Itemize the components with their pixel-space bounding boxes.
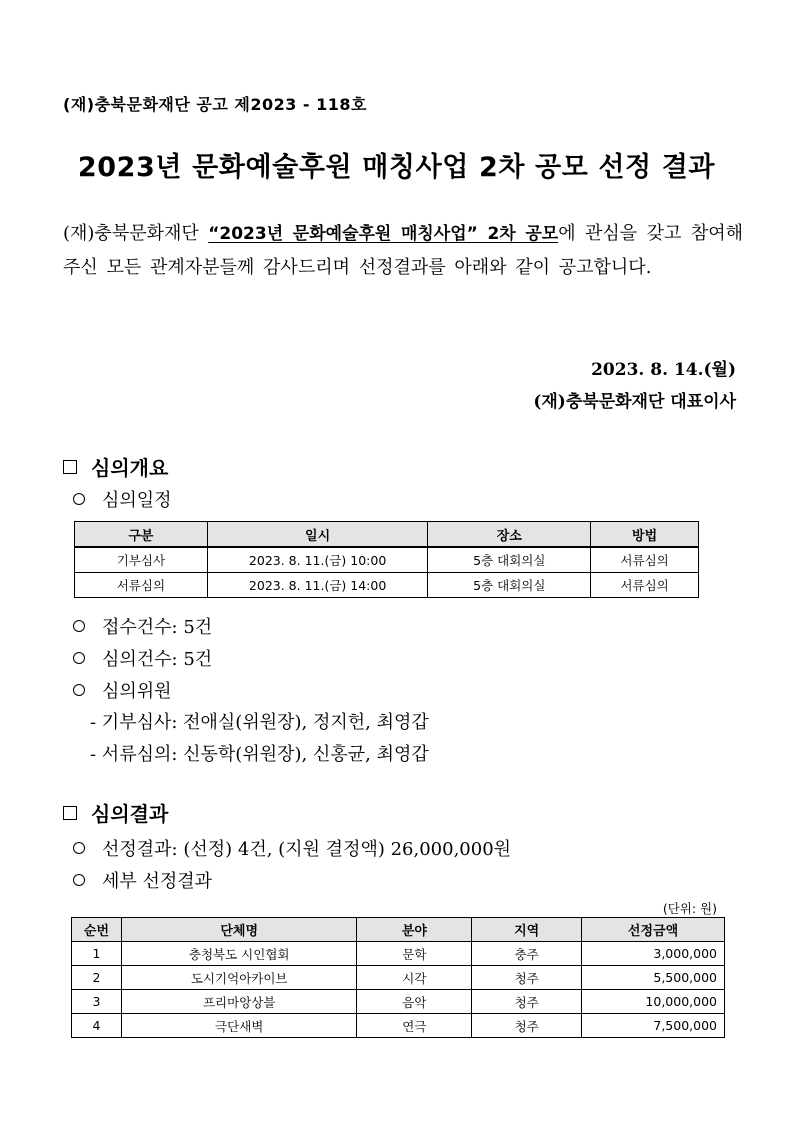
table-cell: 청주: [472, 990, 582, 1014]
results-summary-row: [73, 835, 511, 861]
reviewed-count: 심의건수: 5건: [102, 649, 213, 670]
table-cell: 3: [72, 990, 122, 1014]
table-cell: 프리마앙상블: [121, 990, 357, 1014]
table-cell: 도시기억아카이브: [121, 966, 357, 990]
detail-label: 세부 선정결과: [102, 871, 213, 892]
table-header-cell: 장소: [428, 522, 591, 548]
section-review-results: [63, 798, 168, 827]
table-header-row: [75, 522, 699, 548]
table-cell: 연극: [357, 1014, 472, 1038]
results-table: [71, 917, 725, 1038]
table-header-cell: 방법: [591, 522, 699, 548]
committee-label: 심의위원: [102, 681, 172, 702]
notice-date: 2023. 8. 14.(월): [591, 360, 736, 380]
circle-bullet-icon: [73, 684, 85, 696]
intro-suffix: 에 관심을 갖고 참여해주신 모든 관계자분들께 감사드리며 선정결과를 아래와 같이 공고합니다.: [63, 223, 744, 278]
table-row: [72, 1014, 725, 1038]
table-cell: 기부심사: [75, 547, 208, 573]
table-header-cell: 분야: [357, 918, 472, 942]
table-cell: 10,000,000: [582, 990, 725, 1014]
table-cell: 음악: [357, 990, 472, 1014]
table-row: [75, 573, 699, 598]
notice-number: (재)충북문화재단 공고 제2023 - 118호: [63, 95, 367, 114]
table-row: [72, 990, 725, 1014]
circle-bullet-icon: [73, 874, 85, 886]
schedule-label: 심의일정: [102, 490, 172, 511]
section-review-overview: [63, 452, 168, 481]
table-cell: 충주: [472, 942, 582, 966]
circle-bullet-icon: [73, 652, 85, 664]
table-cell: 1: [72, 942, 122, 966]
detail-label-row: [73, 867, 212, 893]
table-header-cell: 구분: [75, 522, 208, 548]
table-cell: 2023. 8. 11.(금) 14:00: [207, 573, 428, 598]
schedule-table: [74, 521, 699, 598]
issuer: (재)충북문화재단 대표이사: [533, 392, 736, 412]
committee-document-review: - 서류심의: 신동학(위원장), 신홍균, 최영갑: [90, 744, 429, 765]
table-cell: 서류심의: [591, 547, 699, 573]
table-row: [75, 547, 699, 573]
page-title: 2023년 문화예술후원 매칭사업 2차 공모 선정 결과: [77, 152, 716, 183]
received-count-row: [73, 613, 212, 639]
circle-bullet-icon: [73, 493, 85, 505]
table-cell: 5층 대회의실: [428, 573, 591, 598]
circle-bullet-icon: [73, 620, 85, 632]
table-header-cell: 지역: [472, 918, 582, 942]
table-header-cell: 순번: [72, 918, 122, 942]
table-header-cell: 단체명: [121, 918, 357, 942]
unit-note: (단위: 원): [662, 901, 717, 916]
table-cell: 시각: [357, 966, 472, 990]
table-cell: 5층 대회의실: [428, 547, 591, 573]
circle-bullet-icon: [73, 842, 85, 854]
received-count: 접수건수: 5건: [102, 617, 213, 638]
table-cell: 문학: [357, 942, 472, 966]
table-cell: 서류심의: [75, 573, 208, 598]
table-cell: 2: [72, 966, 122, 990]
table-header-cell: 일시: [207, 522, 428, 548]
table-cell: 청주: [472, 966, 582, 990]
results-summary: 선정결과: (선정) 4건, (지원 결정액) 26,000,000원: [102, 839, 512, 860]
table-cell: 청주: [472, 1014, 582, 1038]
square-bullet-icon: [63, 806, 77, 820]
table-header-row: [72, 918, 725, 942]
table-row: [72, 966, 725, 990]
table-row: [72, 942, 725, 966]
table-cell: 4: [72, 1014, 122, 1038]
section-heading: 심의결과: [91, 802, 169, 826]
schedule-label-row: [73, 486, 172, 512]
intro-highlight: “2023년 문화예술후원 매칭사업” 2차 공모: [208, 224, 559, 244]
table-cell: 극단새벽: [121, 1014, 357, 1038]
square-bullet-icon: [63, 460, 77, 474]
table-cell: 5,500,000: [582, 966, 725, 990]
committee-label-row: [73, 677, 172, 703]
table-cell: 서류심의: [591, 573, 699, 598]
table-cell: 2023. 8. 11.(금) 10:00: [207, 547, 428, 573]
intro-prefix: (재)충북문화재단: [63, 223, 209, 244]
table-header-cell: 선정금액: [582, 918, 725, 942]
committee-donation-review: - 기부심사: 전애실(위원장), 정지헌, 최영갑: [90, 712, 429, 733]
table-cell: 7,500,000: [582, 1014, 725, 1038]
table-cell: 3,000,000: [582, 942, 725, 966]
table-cell: 충청북도 시인협회: [121, 942, 357, 966]
section-heading: 심의개요: [91, 456, 169, 480]
intro-paragraph: [63, 217, 743, 284]
reviewed-count-row: [73, 645, 212, 671]
